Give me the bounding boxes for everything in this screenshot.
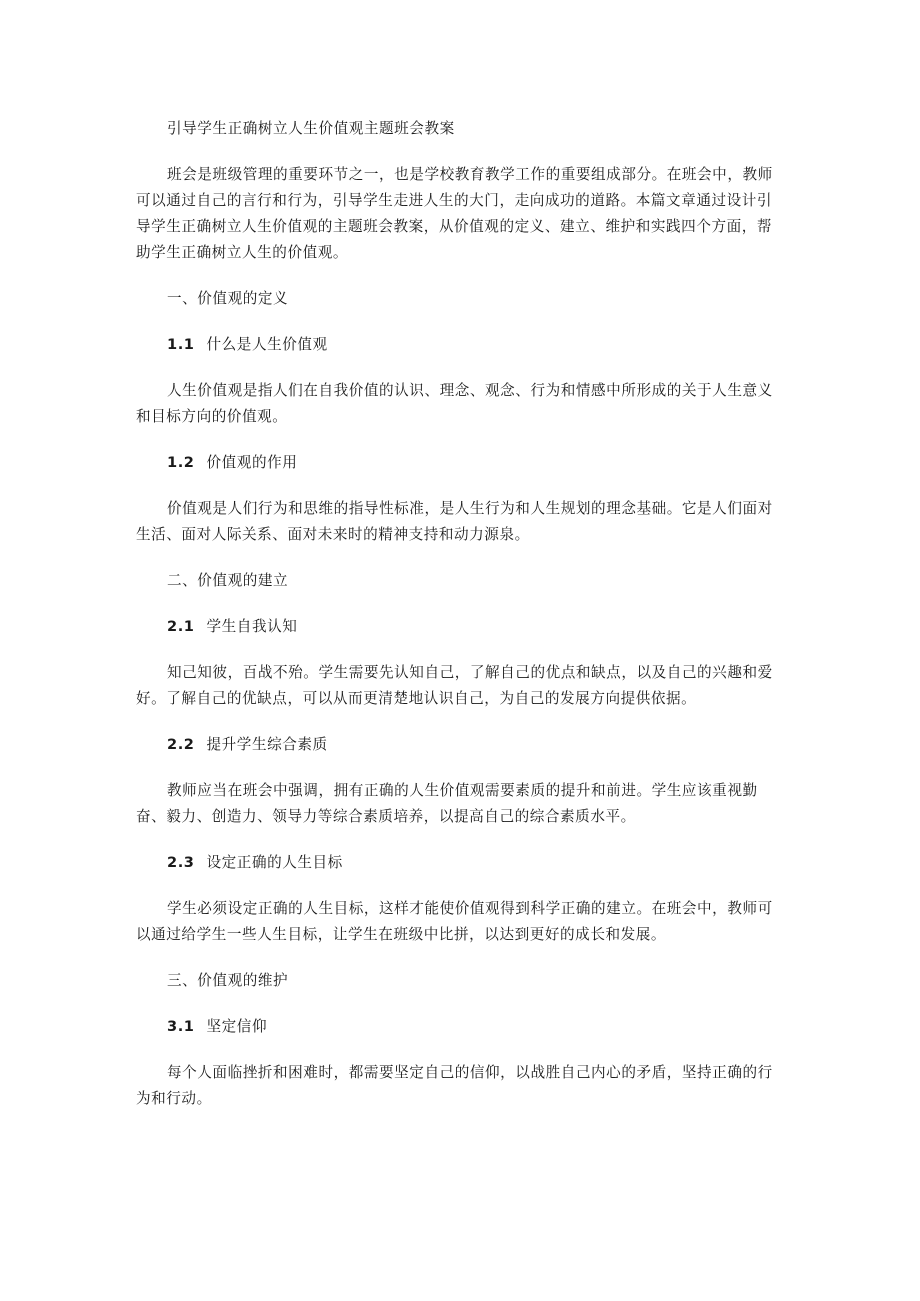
- text-line: 教师应当在班会中强调，拥有正确的人生价值观需要素质的提升和前进。学生应该重视勤: [167, 782, 758, 799]
- paragraph-2-1: [136, 660, 786, 712]
- subsection-title: 价值观的作用: [206, 454, 298, 471]
- subsection-number: 1.2: [167, 454, 195, 471]
- subsection-heading-1-2: [136, 450, 786, 476]
- document-title: 引导学生正确树立人生价值观主题班会教案: [167, 120, 455, 137]
- text-line: 助学生正确树立人生的价值观。: [136, 244, 349, 261]
- paragraph-2-2: [136, 778, 786, 830]
- text-line: 人生价值观是指人们在自我价值的认识、理念、观念、行为和情感中所形成的关于人生意义: [167, 382, 773, 399]
- text-line: 以通过给学生一些人生目标，让学生在班级中比拼，以达到更好的成长和发展。: [136, 926, 667, 943]
- subsection-number: 2.1: [167, 618, 195, 635]
- subsection-heading-2-2: [136, 732, 786, 758]
- subsection-title: 坚定信仰: [206, 1018, 268, 1035]
- text-line: 奋、毅力、创造力、领导力等综合素质培养，以提高自己的综合素质水平。: [136, 808, 636, 825]
- text-line: 好。了解自己的优缺点，可以从而更清楚地认识自己，为自己的发展方向提供依据。: [136, 690, 697, 707]
- subsection-heading-3-1: [136, 1014, 786, 1040]
- text-line: 和目标方向的价值观。: [136, 408, 288, 425]
- text-line: 导学生正确树立人生价值观的主题班会教案，从价值观的定义、建立、维护和实践四个方面，帮: [136, 218, 773, 235]
- text-line: 学生必须设定正确的人生目标，这样才能使价值观得到科学正确的建立。在班会中，教师可: [167, 900, 773, 917]
- subsection-title: 学生自我认知: [206, 618, 298, 635]
- subsection-number: 3.1: [167, 1018, 195, 1035]
- subsection-title: 提升学生综合素质: [206, 736, 328, 753]
- section-heading-1: 一、价值观的定义: [167, 290, 289, 307]
- paragraph-1-2: [136, 496, 786, 548]
- text-line: 价值观是人们行为和思维的指导性标准，是人生行为和人生规划的理念基础。它是人们面对: [167, 500, 773, 517]
- text-line: 知己知彼，百战不殆。学生需要先认知自己，了解自己的优点和缺点，以及自己的兴趣和爱: [167, 664, 773, 681]
- text-line: 生活、面对人际关系、面对未来时的精神支持和动力源泉。: [136, 526, 530, 543]
- subsection-number: 1.1: [167, 336, 195, 353]
- subsection-heading-2-1: [136, 614, 786, 640]
- subsection-title: 设定正确的人生目标: [206, 854, 343, 871]
- subsection-heading-1-1: [136, 332, 786, 358]
- text-line: 可以通过自己的言行和行为，引导学生走进人生的大门，走向成功的道路。本篇文章通过设计引: [136, 192, 773, 209]
- section-heading-3: 三、价值观的维护: [167, 972, 289, 989]
- intro-paragraph: [136, 162, 786, 266]
- subsection-number: 2.3: [167, 854, 195, 871]
- subsection-number: 2.2: [167, 736, 195, 753]
- paragraph-1-1: [136, 378, 786, 430]
- text-line: 为和行动。: [136, 1090, 212, 1107]
- text-line: 班会是班级管理的重要环节之一，也是学校教育教学工作的重要组成部分。在班会中，教师: [167, 166, 773, 183]
- paragraph-2-3: [136, 896, 786, 948]
- paragraph-3-1: [136, 1060, 786, 1112]
- section-heading-2: 二、价值观的建立: [167, 572, 289, 589]
- document-body: [136, 116, 786, 1132]
- subsection-title: 什么是人生价值观: [206, 336, 328, 353]
- text-line: 每个人面临挫折和困难时，都需要坚定自己的信仰，以战胜自己内心的矛盾，坚持正确的行: [167, 1064, 773, 1081]
- subsection-heading-2-3: [136, 850, 786, 876]
